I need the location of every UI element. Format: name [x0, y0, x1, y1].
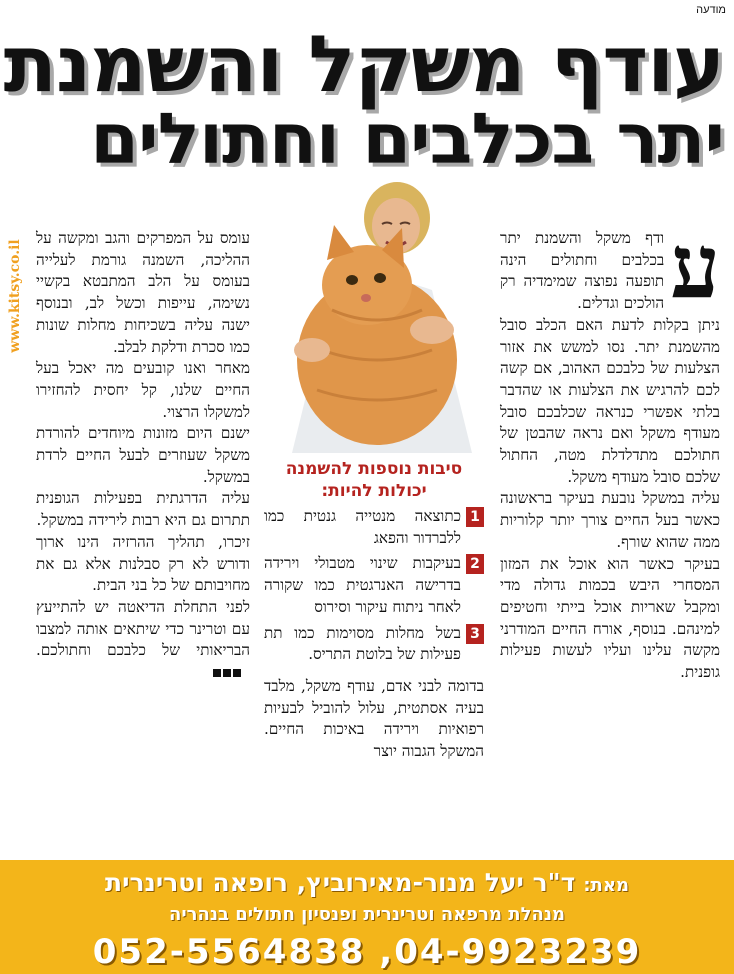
reason-number: 1: [466, 507, 484, 527]
end-mark-icon: [212, 662, 242, 684]
photo-illustration: [272, 180, 482, 453]
reason-text: בשל מחלות מסוימות כמו תת פעילות של בלוטת התריס.: [264, 623, 461, 664]
author-footer: [0, 860, 734, 974]
reason-item: [264, 553, 484, 618]
author-line: [0, 868, 734, 897]
paragraph: מאחר ואנו קובעים מה יאכל בעל החיים שלנו, קל יחסית להחזירו למשקלו הרצוי.: [36, 359, 250, 421]
paragraph: עליה הדרגתית בפעילות הגופנית תתרום גם היא רבות לירידה במשקל.: [36, 489, 250, 530]
paragraph: ישנם היום מזונות מיוחדים להורדת משקל שעוזרים לבעל החיים לרדת במשקל.: [36, 424, 250, 486]
reason-number: 2: [466, 554, 484, 574]
phone-numbers: 04-9923239, 052-5564838: [92, 932, 642, 972]
lead-paragraph: ודף משקל והשמנת יתר בכלבים וחתולים הינה תופעה נפוצה שמימדיה רק הולכים וגדלים.: [500, 229, 665, 313]
headline-line-1: עודף משקל והשמנת: [3, 20, 724, 110]
from-label: מאת:: [583, 875, 629, 896]
reason-number: 3: [466, 624, 484, 644]
woman-with-cat-photo: [272, 180, 482, 453]
reasons-title: סיבות נוספות להשמנה יכולות להיות:: [285, 459, 463, 501]
side-url: [3, 228, 25, 368]
author-role: מנהלת מרפאה וטרינרית ופנסיון חתולים בנהריה: [169, 904, 565, 925]
reason-item: [264, 506, 484, 549]
reasons-box: [264, 458, 484, 763]
middle-paragraph: בדומה לבני אדם, עודף משקל, מלבד בעיה אסתטית, עלול להוביל לבעיות רפואיות וירידה באיכות החיים. המשקל הגבוה יוצר: [264, 676, 484, 761]
ad-label: מודעה: [696, 4, 726, 16]
paragraph: עליה במשקל נובעת בעיקר בראשונה כאשר בעל החיים צורך יותר קלוריות ממה שהוא שורף.: [500, 489, 720, 551]
reason-text: בעיקבות שינוי מטבולי וירידה בדרישה האנרגטית כמו שקורה לאחר ניתוח עיקור וסירוס: [264, 554, 461, 616]
paragraph: ניתן בקלות לדעת האם הכלב סובל מהשמנת יתר. נסו למשש את אזור הצלעות של כלבכם האהוב, אם קשה לכם להרגיש את הצלעות או שהדבר בלתי אפשרי כנראה שכלבכם סובל מעודף משקל ואם נראה שהבטן של חתולכם מתדלדלת מטה, החתול שלכם סובל מעודף משקל.: [500, 315, 720, 486]
drop-cap: ע: [670, 214, 720, 318]
reason-item: [264, 623, 484, 666]
column-right: [500, 214, 720, 684]
closing-text: לפני התחלת הדיאטה יש להתייעץ עם וטרינר כדי שיתאים אותה למצבו הבריאותי של כלבכם וחתולכם.: [36, 597, 250, 660]
column-left: [36, 228, 250, 684]
paragraph: [36, 597, 250, 684]
reason-text: כתוצאה מנטייה גנטית כמו ללברדור והפאג: [264, 507, 461, 547]
headline-line-2: יתר בכלבים וחתולים: [90, 98, 724, 180]
author-name: ד"ר יעל מנור-מאירוביץ, רופאה וטרינרית: [105, 868, 576, 897]
paragraph: עומס על המפרקים והגב ומקשה על ההליכה, השמנה גורמת לעלייה בעומס על הלב המתבטא בקשיי נשימה, עייפות וכשל לב, ובנוסף ישנה עליה בשכיחות מחלות שונות כמו סכרת ודלקת לבלב.: [36, 229, 250, 356]
paragraph: בעיקר כאשר הוא אוכל את המזון המסחרי היבש בכמות גדולה מדי ומקבל שאריות אוכל בייתי וחטיפים למינהם. בנוסף, אורח החיים המודרני מקשה עלינו ועליו לעשות פעילות גופנית.: [500, 554, 720, 682]
paragraph: זיכרו, תהליך ההרזיה הינו ארוך ודורש לא רק סבלנות אלא גם את מחויבותם של כל בני הבית.: [36, 532, 250, 595]
side-url-text: www.kitsy.co.il: [7, 239, 23, 353]
